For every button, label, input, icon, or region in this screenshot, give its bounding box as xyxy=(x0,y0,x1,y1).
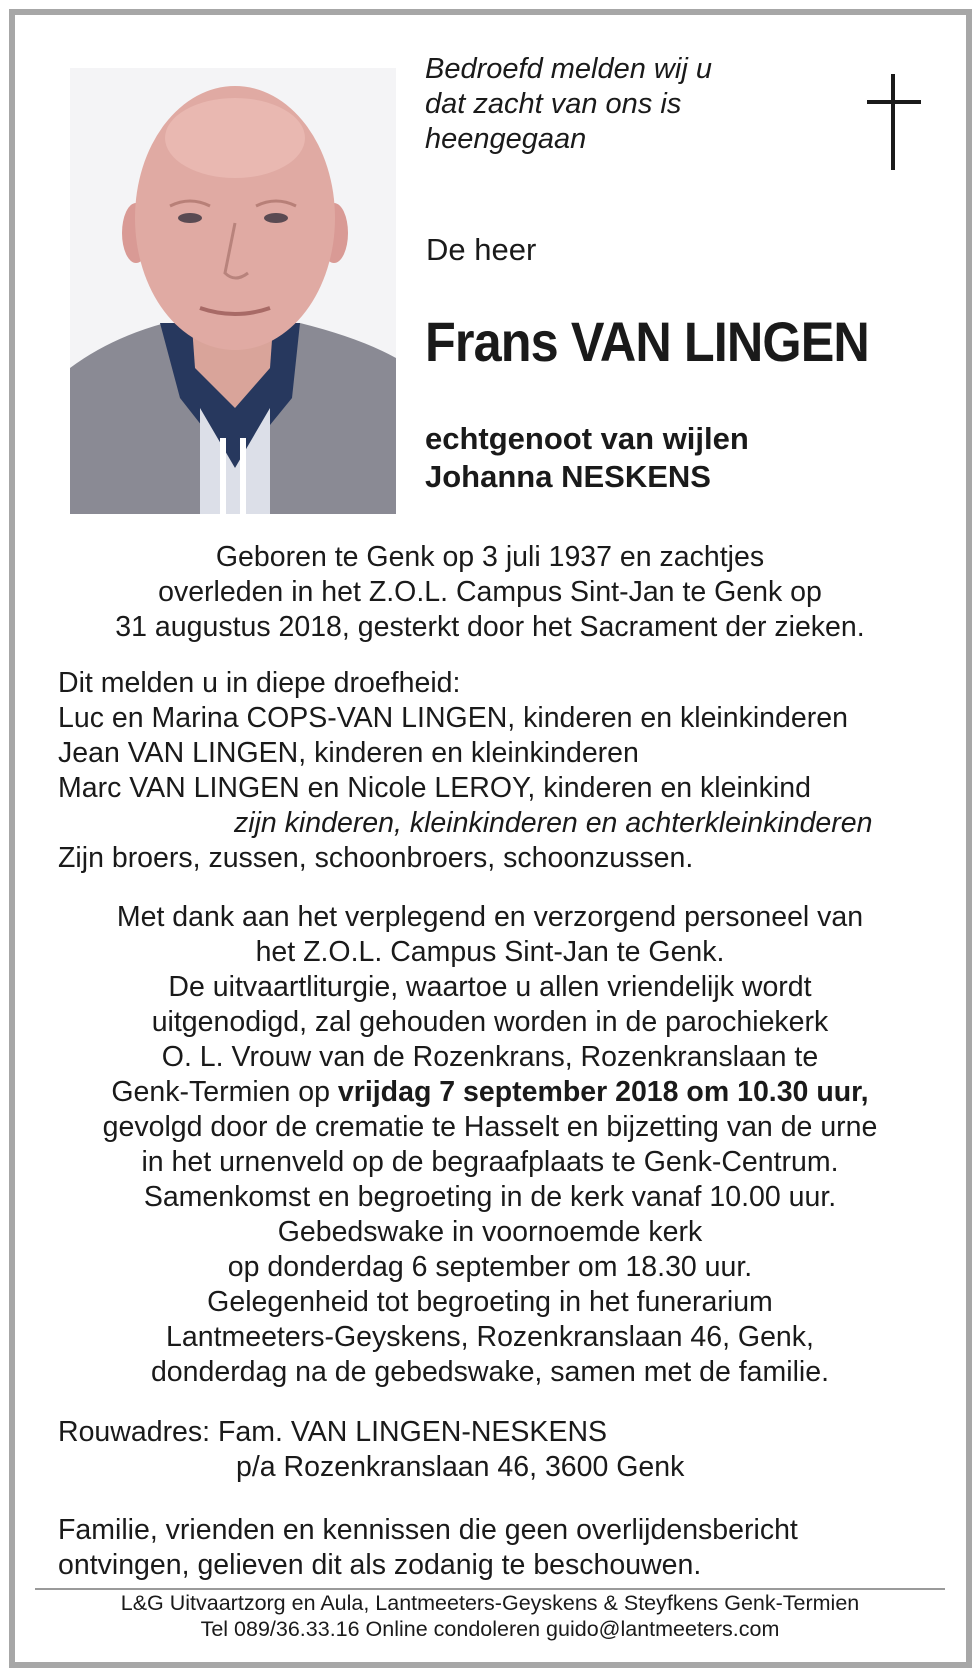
service-date-prefix: Genk-Termien op xyxy=(111,1076,338,1108)
family-member: Marc VAN LINGEN en Nicole LEROY, kinderen en kleinkind xyxy=(58,772,811,804)
address-line: p/a Rozenkranslaan 46, 3600 Genk xyxy=(236,1451,685,1483)
service-line: Lantmeeters-Geyskens, Rozenkranslaan 46, Genk, xyxy=(166,1321,814,1353)
portrait-photo xyxy=(70,68,396,514)
family-member: Jean VAN LINGEN, kinderen en kleinkinderen xyxy=(58,737,639,769)
service-line: gevolgd door de crematie te Hasselt en bijzetting van de urne xyxy=(102,1111,878,1143)
closing-note xyxy=(58,1513,922,1583)
service-line: Met dank aan het verplegend en verzorgend personeel van xyxy=(116,901,864,933)
intro-line: Bedroefd melden wij u xyxy=(425,53,712,85)
family-member: Luc en Marina COPS-VAN LINGEN, kinderen en kleinkinderen xyxy=(58,702,848,734)
service-date: vrijdag 7 september 2018 om 10.30 uur, xyxy=(337,1076,869,1108)
birth-line: Geboren te Genk op 3 juli 1937 en zachtjes xyxy=(215,541,765,573)
address-line: Rouwadres: Fam. VAN LINGEN-NESKENS xyxy=(58,1416,608,1448)
service-line: uitgenodigd, zal gehouden worden in de parochiekerk xyxy=(151,1006,829,1038)
deceased-name: Frans VAN LINGEN xyxy=(425,310,869,373)
latin-cross-icon xyxy=(865,72,923,172)
service-line: O. L. Vrouw van de Rozenkrans, Rozenkranslaan te xyxy=(161,1041,819,1073)
service-line: donderdag na de gebedswake, samen met de familie. xyxy=(150,1356,830,1388)
birth-line: 31 augustus 2018, gesterkt door het Sacrament der zieken. xyxy=(115,611,865,643)
honorific: De heer xyxy=(426,232,537,267)
service-line: Samenkomst en begroeting in de kerk vanaf 10.00 uur. xyxy=(143,1181,837,1213)
family-siblings: Zijn broers, zussen, schoonbroers, schoonzussen. xyxy=(58,842,694,874)
service-line: Gelegenheid tot begroeting in het funerarium xyxy=(207,1286,773,1318)
intro-line: dat zacht van ons is xyxy=(425,88,682,120)
service-info xyxy=(58,900,922,1390)
service-date-line xyxy=(58,1075,922,1110)
closing-line: Familie, vrienden en kennissen die geen overlijdensbericht xyxy=(58,1514,798,1546)
footer xyxy=(35,1590,945,1642)
birth-death-info xyxy=(58,540,922,645)
service-line: op donderdag 6 september om 18.30 uur. xyxy=(227,1251,753,1283)
closing-line: ontvingen, gelieven dit als zodanig te beschouwen. xyxy=(58,1549,702,1581)
mourning-address xyxy=(58,1415,922,1485)
service-line: De uitvaartliturgie, waartoe u allen vriendelijk wordt xyxy=(168,971,812,1003)
footer-line: L&G Uitvaartzorg en Aula, Lantmeeters-Geyskens & Steyfkens Genk-Termien xyxy=(120,1591,860,1615)
service-line: het Z.O.L. Campus Sint-Jan te Genk. xyxy=(255,936,725,968)
family-summary: zijn kinderen, kleinkinderen en achterkleinkinderen xyxy=(234,807,873,839)
service-line: Gebedswake in voornoemde kerk xyxy=(277,1216,703,1248)
spouse-info xyxy=(425,420,749,496)
spouse-name: Johanna NESKENS xyxy=(425,459,711,494)
service-line: in het urnenveld op de begraafplaats te Genk-Centrum. xyxy=(141,1146,839,1178)
birth-line: overleden in het Z.O.L. Campus Sint-Jan te Genk op xyxy=(158,576,822,608)
intro-text xyxy=(425,52,712,157)
family-intro: Dit melden u in diepe droefheid: xyxy=(58,667,461,699)
spouse-line: echtgenoot van wijlen xyxy=(425,421,749,456)
intro-line: heengegaan xyxy=(425,123,587,155)
footer-line: Tel 089/36.33.16 Online condoleren guido@lantmeeters.com xyxy=(200,1617,780,1641)
family-list xyxy=(58,666,922,876)
